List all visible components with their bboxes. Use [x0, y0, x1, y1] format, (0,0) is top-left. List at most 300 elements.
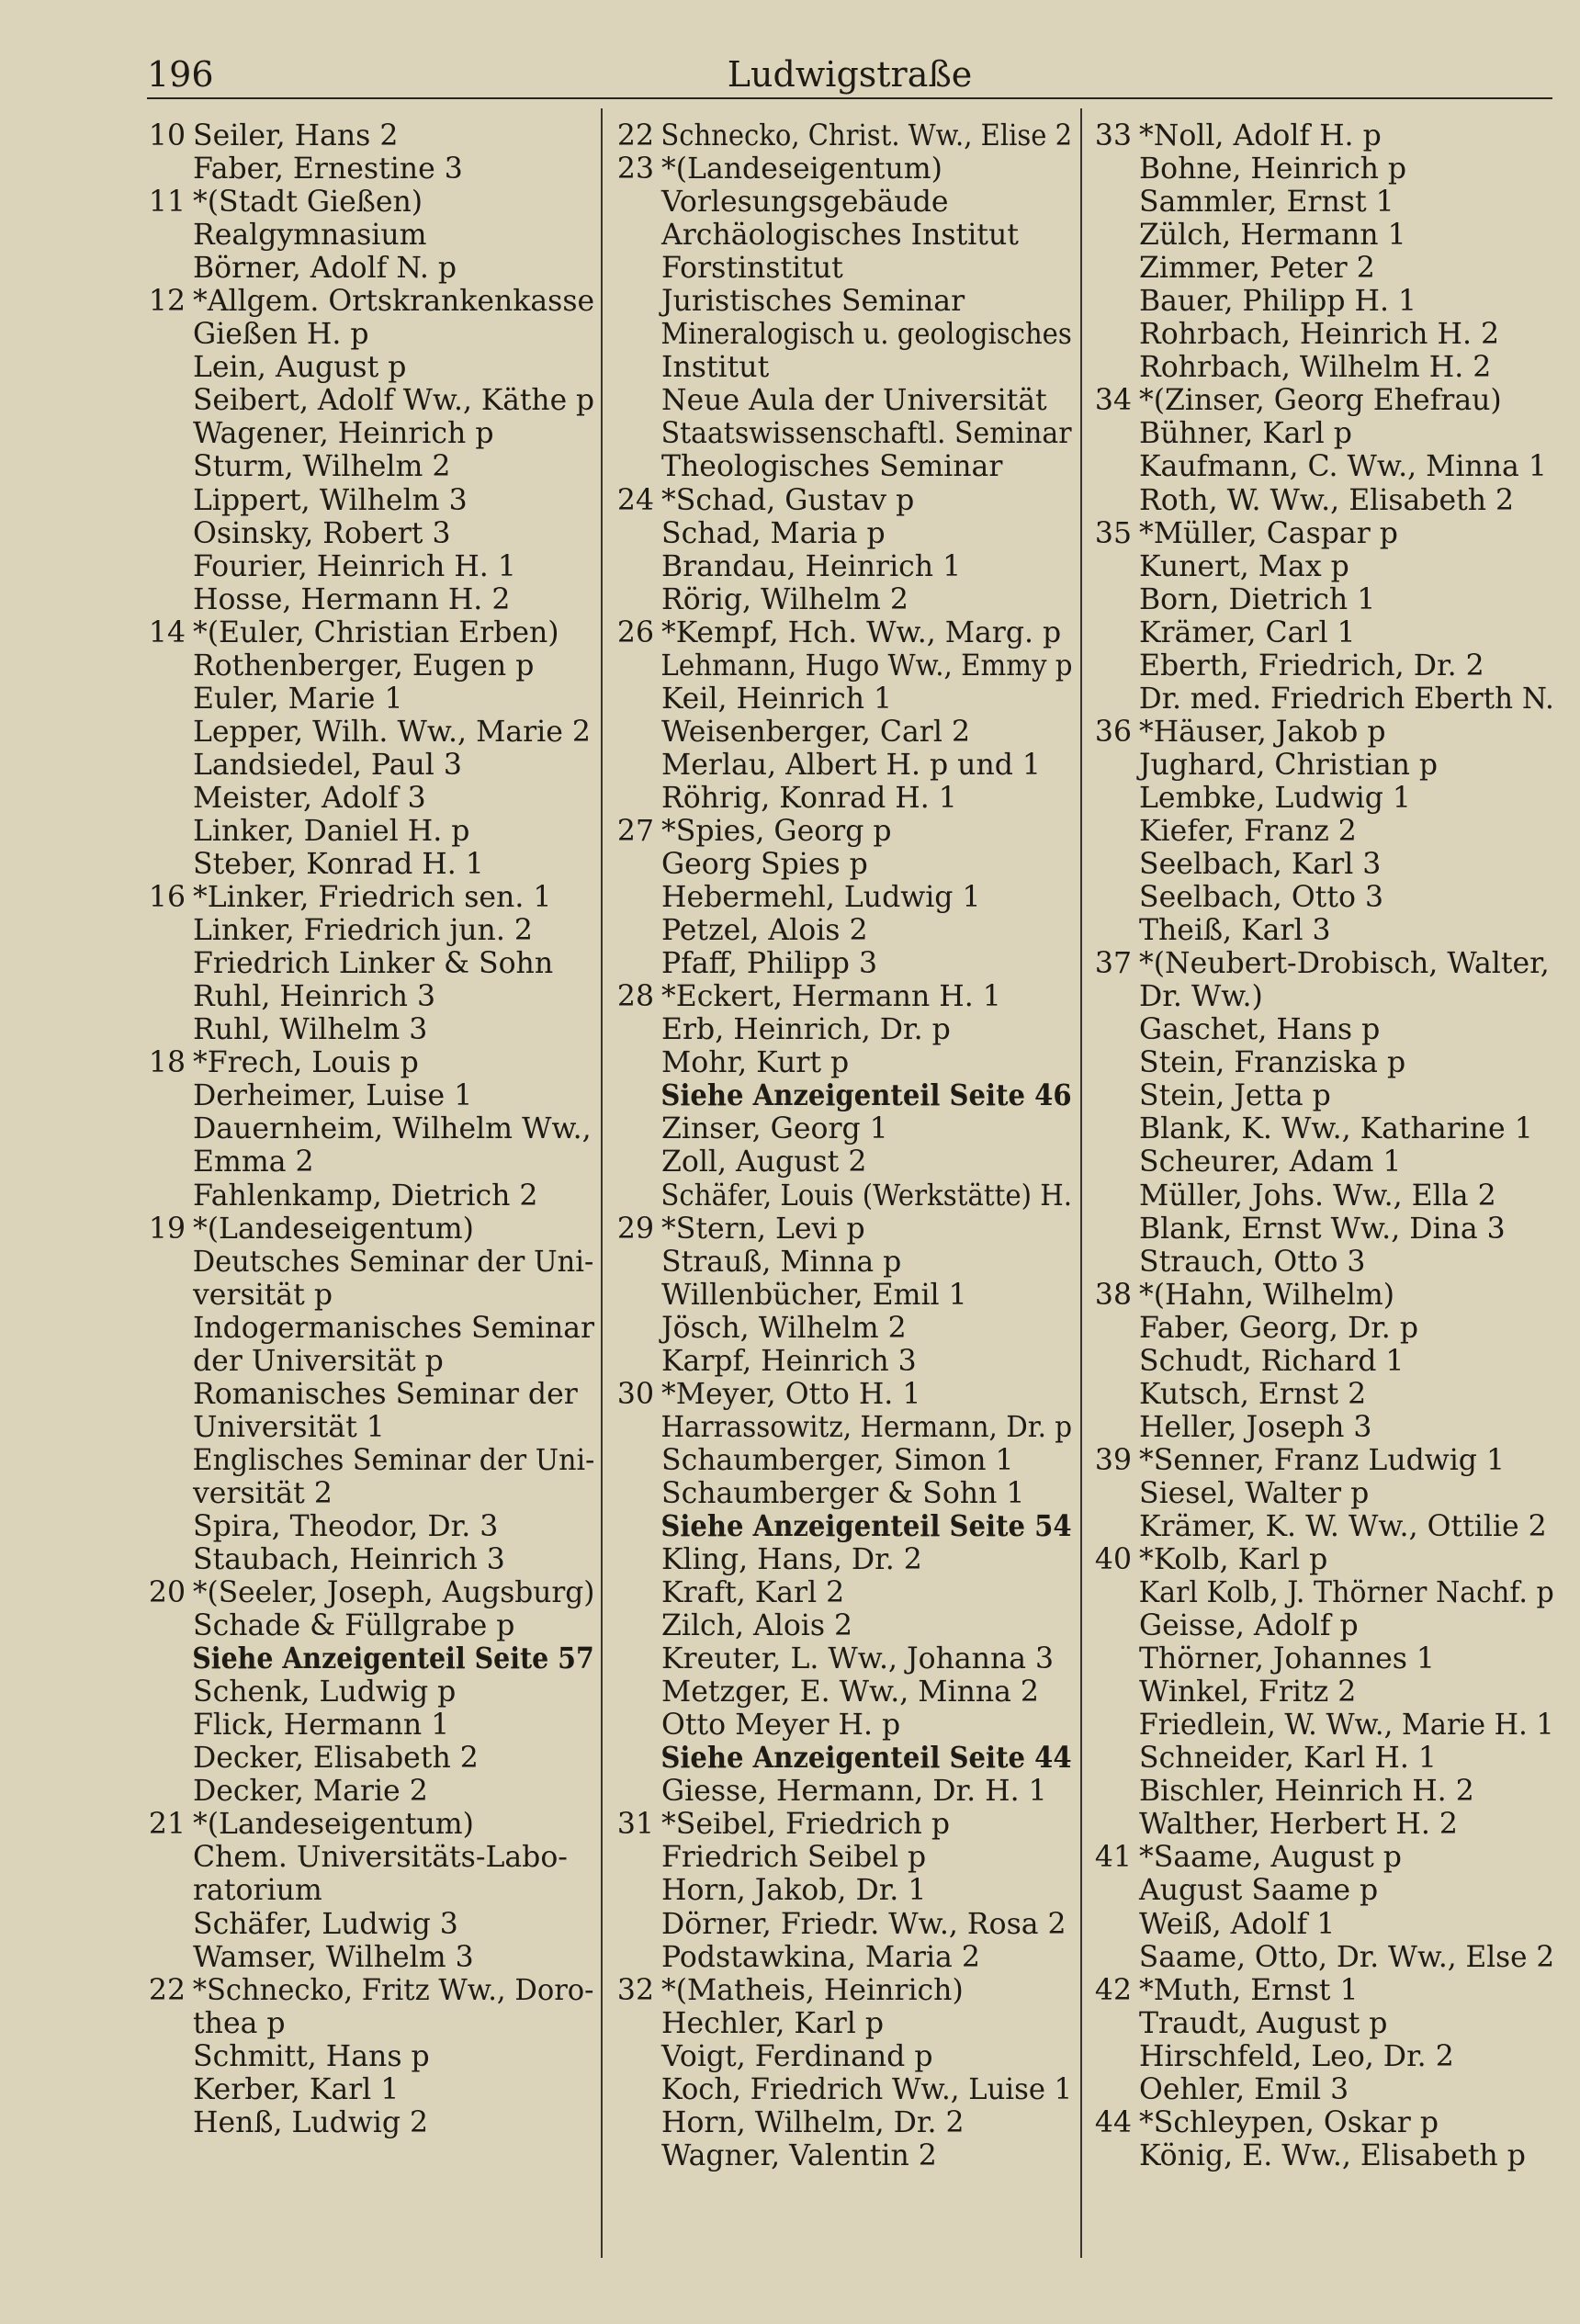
house-number: [1084, 1213, 1132, 1246]
resident-name: Wagner, Valentin 2: [661, 2138, 937, 2172]
house-number: [606, 1908, 654, 1941]
house-number: 32: [616, 1973, 654, 2007]
resident-name: Forstinstitut: [661, 252, 843, 286]
directory-entry: [1084, 550, 1562, 583]
resident-name: Kreuter, L. Ww., Johanna 3: [661, 1642, 1055, 1676]
house-number: 20: [148, 1576, 186, 1610]
directory-entry: [606, 1312, 1079, 1345]
directory-entry: [606, 119, 1079, 152]
directory-entry: [138, 1775, 602, 1808]
resident-name: Zülch, Hermann 1: [1139, 219, 1406, 253]
resident-name: Oehler, Emil 3: [1139, 2072, 1349, 2106]
resident-name: Metzger, E. Ww., Minna 2: [661, 1675, 1039, 1709]
resident-name: *(Matheis, Heinrich): [661, 1973, 964, 2007]
house-number: [1084, 252, 1132, 285]
resident-name: Heller, Joseph 3: [1139, 1410, 1372, 1444]
directory-entry: [138, 1576, 602, 1609]
house-number: [606, 351, 654, 384]
house-number: [1084, 450, 1132, 483]
house-number: [1084, 914, 1132, 947]
house-number: [606, 1145, 654, 1179]
directory-entry: [1084, 2007, 1562, 2040]
house-number: [138, 1079, 186, 1112]
house-number: [1084, 980, 1132, 1013]
directory-entry: [606, 649, 1079, 683]
directory-entry: [606, 1145, 1079, 1179]
house-number: 21: [148, 1808, 186, 1842]
directory-entry: [1084, 1642, 1562, 1675]
resident-name: Koch, Friedrich Ww., Luise 1: [660, 2072, 1073, 2106]
house-number: [606, 848, 654, 881]
resident-name: Ruhl, Heinrich 3: [193, 980, 435, 1014]
directory-entry: [606, 1742, 1079, 1775]
resident-name: Hosse, Hermann H. 2: [193, 582, 511, 616]
resident-name: ratorium: [193, 1874, 322, 1908]
resident-name: *(Euler, Christian Erben): [193, 615, 559, 649]
directory-entry: [606, 186, 1079, 219]
house-number: [606, 2106, 654, 2139]
house-number: [138, 219, 186, 252]
house-number: [138, 914, 186, 947]
resident-name: Kaufmann, C. Ww., Minna 1: [1139, 450, 1547, 484]
house-number: [1084, 1477, 1132, 1510]
directory-entry: [606, 616, 1079, 649]
directory-entry: [606, 517, 1079, 550]
house-number: 42: [1094, 1973, 1132, 2007]
directory-entry: [1084, 848, 1562, 881]
directory-entry: [138, 1444, 602, 1477]
house-number: [1084, 1345, 1132, 1378]
directory-entry: [606, 1213, 1079, 1246]
house-number: [1084, 2073, 1132, 2106]
resident-name: Schneider, Karl H. 1: [1139, 1742, 1437, 1776]
house-number: [138, 1246, 186, 1279]
house-number: [138, 1742, 186, 1775]
directory-entry: [138, 1179, 602, 1213]
house-number: 28: [616, 980, 654, 1014]
directory-entry: [138, 616, 602, 649]
resident-name: Romanisches Seminar der: [193, 1377, 578, 1411]
house-number: [606, 384, 654, 417]
advert-reference: Siehe Anzeigenteil Seite 46: [660, 1078, 1072, 1113]
column-divider: [1080, 108, 1082, 2258]
resident-name: Fahlenkamp, Dietrich 2: [193, 1179, 538, 1213]
resident-name: Euler, Marie 1: [193, 682, 403, 716]
house-number: [606, 219, 654, 252]
resident-name: Dr. Ww.): [1139, 980, 1263, 1014]
house-number: [138, 1510, 186, 1543]
directory-entry: [138, 318, 602, 351]
directory-entry: [606, 947, 1079, 980]
directory-entry: [138, 1941, 602, 1974]
house-number: [606, 914, 654, 947]
resident-name: Faber, Ernestine 3: [193, 152, 463, 186]
directory-entry: [1084, 484, 1562, 517]
directory-entry: [1084, 1046, 1562, 1079]
resident-name: Sammler, Ernst 1: [1139, 186, 1394, 220]
house-number: 30: [616, 1377, 654, 1411]
house-number: [606, 2040, 654, 2073]
resident-name: *Senner, Franz Ludwig 1: [1139, 1443, 1506, 1477]
house-number: [138, 152, 186, 186]
resident-name: Petzel, Alois 2: [661, 914, 868, 948]
resident-name: *Eckert, Hermann H. 1: [661, 980, 1001, 1014]
house-number: 24: [616, 483, 654, 517]
directory-entry: [606, 318, 1079, 351]
directory-entry: [606, 2007, 1079, 2040]
directory-entry: [1084, 152, 1562, 186]
directory-entry: [138, 782, 602, 815]
directory-entry: [1084, 417, 1562, 450]
house-number: [138, 1642, 186, 1675]
resident-name: Scheurer, Adam 1: [1139, 1145, 1402, 1179]
directory-entry: [138, 1477, 602, 1510]
resident-name: Seibert, Adolf Ww., Käthe p: [192, 384, 595, 418]
resident-name: Bohne, Heinrich p: [1139, 152, 1407, 186]
directory-entry: [138, 1742, 602, 1775]
directory-entry: [606, 881, 1079, 914]
house-number: [1084, 649, 1132, 683]
house-number: [138, 517, 186, 550]
house-number: [138, 1013, 186, 1046]
resident-name: Rörig, Wilhelm 2: [661, 582, 908, 616]
directory-entry: [1084, 1775, 1562, 1808]
house-number: [1084, 1013, 1132, 1046]
directory-entry: [1084, 384, 1562, 417]
house-number: [606, 1444, 654, 1477]
house-number: [606, 1477, 654, 1510]
house-number: [606, 1841, 654, 1874]
house-number: [606, 1013, 654, 1046]
directory-entry: [138, 1279, 602, 1312]
house-number: [1084, 749, 1132, 782]
house-number: [1084, 1675, 1132, 1709]
resident-name: thea p: [193, 2006, 286, 2040]
resident-name: *Stern, Levi p: [661, 1212, 865, 1246]
directory-entry: [1084, 1279, 1562, 1312]
directory-entry: [138, 1112, 602, 1145]
resident-name: Bischler, Heinrich H. 2: [1139, 1775, 1474, 1809]
resident-name: Staubach, Heinrich 3: [193, 1543, 505, 1577]
resident-name: Saame, Otto, Dr. Ww., Else 2: [1138, 1940, 1555, 1974]
directory-entry: [606, 2139, 1079, 2172]
resident-name: Podstawkina, Maria 2: [661, 1940, 980, 1974]
directory-entry: [1084, 1246, 1562, 1279]
directory-entry: [1084, 1908, 1562, 1941]
directory-entry: [606, 782, 1079, 815]
house-number: [606, 2007, 654, 2040]
directory-entry: [138, 2007, 602, 2040]
resident-name: Ruhl, Wilhelm 3: [193, 1013, 428, 1047]
directory-entry: [606, 1378, 1079, 1411]
resident-name: Henß, Ludwig 2: [193, 2105, 429, 2139]
directory-entry: [138, 881, 602, 914]
resident-name: Dr. med. Friedrich Eberth N.: [1138, 682, 1554, 716]
house-number: [138, 1145, 186, 1179]
directory-entry: [606, 450, 1079, 483]
directory-entry: [138, 285, 602, 318]
directory-entry: [1084, 517, 1562, 550]
directory-entry: [606, 417, 1079, 450]
resident-name: Kiefer, Franz 2: [1139, 814, 1357, 848]
resident-name: Kraft, Karl 2: [661, 1576, 845, 1610]
directory-entry: [1084, 749, 1562, 782]
resident-name: Weiß, Adolf 1: [1139, 1907, 1336, 1941]
house-number: [138, 1941, 186, 1974]
resident-name: Georg Spies p: [661, 848, 868, 882]
house-number: 11: [148, 186, 186, 220]
resident-name: Friedrich Seibel p: [661, 1841, 927, 1875]
house-number: [606, 550, 654, 583]
house-number: [1084, 219, 1132, 252]
house-number: [1084, 815, 1132, 848]
house-number: [1084, 318, 1132, 351]
resident-name: Jughard, Christian p: [1139, 748, 1439, 782]
house-number: [138, 815, 186, 848]
resident-name: Friedlein, W. Ww., Marie H. 1: [1138, 1709, 1554, 1743]
directory-entry: [1084, 616, 1562, 649]
directory-entry: [606, 1179, 1079, 1213]
directory-entry: [1084, 683, 1562, 716]
directory-entry: [606, 1079, 1079, 1112]
directory-entry: [606, 384, 1079, 417]
resident-name: Institut: [661, 351, 770, 385]
house-number: 22: [148, 1973, 186, 2007]
resident-name: Zoll, August 2: [661, 1145, 867, 1179]
directory-entry: [138, 119, 602, 152]
resident-name: Dauernheim, Wilhelm Ww.,: [193, 1112, 592, 1146]
resident-name: Friedrich Linker & Sohn: [193, 947, 554, 981]
house-number: [606, 716, 654, 749]
house-number: [606, 2073, 654, 2106]
directory-entry: [1084, 1179, 1562, 1213]
resident-name: Seelbach, Karl 3: [1139, 848, 1382, 882]
resident-name: Hechler, Karl p: [661, 2006, 885, 2040]
directory-entry: [138, 384, 602, 417]
directory-entry: [138, 219, 602, 252]
directory-entry: [606, 1510, 1079, 1543]
resident-name: Otto Meyer H. p: [661, 1709, 901, 1743]
directory-entry: [1084, 1378, 1562, 1411]
house-number: [1084, 351, 1132, 384]
resident-name: Schaumberger & Sohn 1: [661, 1476, 1025, 1510]
house-number: [138, 947, 186, 980]
resident-name: *(Landeseigentum): [193, 1808, 474, 1842]
resident-name: Schnecko, Christ. Ww., Elise 2: [660, 119, 1073, 152]
resident-name: Spira, Theodor, Dr. 3: [193, 1509, 499, 1543]
house-number: [138, 384, 186, 417]
resident-name: Horn, Jakob, Dr. 1: [661, 1874, 927, 1908]
resident-name: *Müller, Caspar p: [1139, 516, 1398, 550]
directory-entry: [1084, 1013, 1562, 1046]
directory-entry: [1084, 815, 1562, 848]
resident-name: Keil, Heinrich 1: [661, 682, 893, 716]
advert-reference: Siehe Anzeigenteil Seite 54: [660, 1508, 1072, 1543]
resident-name: Stein, Franziska p: [1139, 1046, 1406, 1080]
house-number: [138, 1345, 186, 1378]
house-number: [606, 285, 654, 318]
directory-entry: [138, 1543, 602, 1576]
directory-entry: [138, 1510, 602, 1543]
resident-name: Bauer, Philipp H. 1: [1139, 285, 1417, 319]
resident-name: Deutsches Seminar der Uni-: [192, 1245, 594, 1279]
directory-entry: [138, 1046, 602, 1079]
house-number: [1084, 1411, 1132, 1444]
resident-name: Theiß, Karl 3: [1139, 914, 1331, 948]
resident-name: Schäfer, Louis (Werkstätte) H.: [660, 1179, 1073, 1213]
resident-name: Zinser, Georg 1: [661, 1112, 888, 1146]
directory-entry: [606, 980, 1079, 1013]
directory-entry: [1084, 219, 1562, 252]
directory-entry: [138, 1079, 602, 1112]
directory-entry: [138, 649, 602, 683]
resident-name: Jösch, Wilhelm 2: [661, 1311, 907, 1345]
resident-name: *(Stadt Gießen): [193, 186, 423, 220]
directory-entry: [138, 848, 602, 881]
house-number: [606, 1742, 654, 1775]
house-number: [606, 1411, 654, 1444]
directory-entry: [1084, 1411, 1562, 1444]
house-number: [606, 1112, 654, 1145]
directory-entry: [1084, 1444, 1562, 1477]
house-number: 12: [148, 285, 186, 319]
resident-name: der Universität p: [193, 1344, 444, 1378]
resident-name: Lembke, Ludwig 1: [1139, 781, 1411, 815]
house-number: [606, 881, 654, 914]
resident-name: Seiler, Hans 2: [193, 119, 399, 152]
resident-name: Juristisches Seminar: [661, 285, 965, 319]
house-number: 16: [148, 881, 186, 915]
directory-entry: [606, 2040, 1079, 2073]
directory-entry: [606, 285, 1079, 318]
directory-entry: [606, 1543, 1079, 1576]
directory-entry: [606, 351, 1079, 384]
resident-name: Kerber, Karl 1: [193, 2072, 400, 2106]
house-number: [1084, 1874, 1132, 1907]
resident-name: Decker, Elisabeth 2: [193, 1742, 479, 1776]
directory-entry: [606, 219, 1079, 252]
house-number: [138, 417, 186, 450]
directory-entry: [1084, 980, 1562, 1013]
resident-name: Horn, Wilhelm, Dr. 2: [661, 2105, 965, 2139]
house-number: [1084, 1079, 1132, 1112]
resident-name: Lippert, Wilhelm 3: [193, 483, 468, 517]
directory-entry: [1084, 914, 1562, 947]
house-number: [606, 583, 654, 616]
house-number: [138, 1279, 186, 1312]
directory-entry: [606, 1444, 1079, 1477]
directory-entry: [138, 1312, 602, 1345]
resident-name: Archäologisches Institut: [661, 219, 1019, 253]
resident-name: *Frech, Louis p: [193, 1046, 419, 1080]
resident-name: Universität 1: [193, 1410, 385, 1444]
directory-entry: [606, 1013, 1079, 1046]
directory-entry: [1084, 2139, 1562, 2172]
house-number: [138, 2007, 186, 2040]
directory-entry: [606, 1345, 1079, 1378]
resident-name: Schäfer, Ludwig 3: [193, 1907, 458, 1941]
house-number: [138, 1312, 186, 1345]
resident-name: *Schleypen, Oskar p: [1139, 2105, 1439, 2139]
directory-entry: [1084, 1808, 1562, 1841]
house-number: 36: [1094, 715, 1132, 749]
house-number: [606, 186, 654, 219]
directory-entry: [606, 1709, 1079, 1742]
house-number: [138, 550, 186, 583]
directory-entry: [1084, 1543, 1562, 1576]
directory-entry: [138, 252, 602, 285]
directory-entry: [606, 1841, 1079, 1874]
resident-name: *(Zinser, Georg Ehefrau): [1139, 384, 1502, 418]
house-number: [138, 1179, 186, 1213]
house-number: [1084, 1378, 1132, 1411]
directory-entry: [606, 1874, 1079, 1907]
resident-name: Merlau, Albert H. p und 1: [661, 748, 1041, 782]
house-number: [1084, 583, 1132, 616]
house-number: 37: [1094, 947, 1132, 981]
house-number: [138, 318, 186, 351]
directory-entry: [1084, 186, 1562, 219]
house-number: [606, 1246, 654, 1279]
directory-entry: [1084, 1079, 1562, 1112]
directory-entry: [1084, 252, 1562, 285]
resident-name: Pfaff, Philipp 3: [661, 947, 878, 981]
directory-entry: [1084, 1874, 1562, 1907]
house-number: [1084, 1510, 1132, 1543]
directory-entry: [1084, 1709, 1562, 1742]
house-number: 14: [148, 615, 186, 649]
directory-entry: [1084, 2106, 1562, 2139]
directory-entry: [606, 1576, 1079, 1609]
resident-name: Rothenberger, Eugen p: [193, 649, 535, 683]
resident-name: Blank, Ernst Ww., Dina 3: [1139, 1212, 1506, 1246]
house-number: [606, 517, 654, 550]
page-header: [147, 51, 1552, 99]
resident-name: August Saame p: [1139, 1874, 1379, 1908]
house-number: 40: [1094, 1543, 1132, 1577]
house-number: 33: [1094, 119, 1132, 152]
house-number: [1084, 484, 1132, 517]
directory-entry: [138, 1246, 602, 1279]
directory-entry: [138, 351, 602, 384]
house-number: 23: [616, 152, 654, 186]
directory-entry: [606, 914, 1079, 947]
resident-name: Karl Kolb, J. Thörner Nachf. p: [1138, 1576, 1554, 1610]
house-number: [606, 683, 654, 716]
house-number: [606, 649, 654, 683]
resident-name: Kutsch, Ernst 2: [1139, 1377, 1367, 1411]
directory-entry: [1084, 1345, 1562, 1378]
directory-entry: [1084, 716, 1562, 749]
resident-name: Wagener, Heinrich p: [193, 417, 494, 451]
directory-entry: [606, 749, 1079, 782]
resident-name: Müller, Johs. Ww., Ella 2: [1139, 1179, 1496, 1213]
house-number: [138, 1675, 186, 1709]
house-number: 27: [616, 814, 654, 848]
house-number: [1084, 1046, 1132, 1079]
directory-entry: [1084, 1841, 1562, 1874]
resident-name: Linker, Friedrich jun. 2: [193, 914, 533, 948]
directory-entry: [606, 1477, 1079, 1510]
directory-entry: [606, 1246, 1079, 1279]
house-number: [606, 1543, 654, 1576]
resident-name: Rohrbach, Heinrich H. 2: [1139, 318, 1500, 352]
directory-entry: [1084, 1112, 1562, 1145]
resident-name: Fourier, Heinrich H. 1: [193, 549, 516, 583]
resident-name: Geisse, Adolf p: [1139, 1609, 1359, 1643]
resident-name: Roth, W. Ww., Elisabeth 2: [1139, 483, 1515, 517]
resident-name: *(Hahn, Wilhelm): [1139, 1278, 1395, 1312]
